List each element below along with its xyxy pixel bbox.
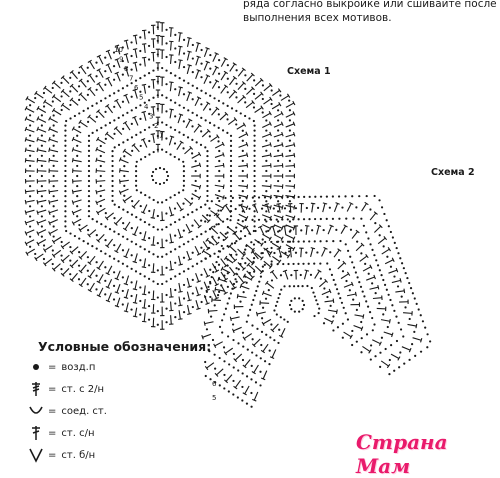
legend-equals: = (48, 406, 56, 417)
treble-crochet-icon (28, 425, 44, 441)
instruction-line-1: ряда согласно выкройке или сшивайте после (243, 0, 498, 11)
legend-label: ст. с 2/н (61, 384, 104, 395)
chain-stitch-dot-icon (28, 359, 44, 375)
legend-item (28, 378, 211, 400)
legend-equals: = (48, 428, 56, 439)
slip-stitch-arc-icon (28, 403, 44, 419)
row-number-label: 4 (144, 103, 149, 111)
legend-title: Условные обозначения: (38, 339, 211, 354)
legend-item (28, 400, 211, 422)
row-number-label: 1 (159, 132, 163, 140)
single-crochet-v-icon (28, 447, 44, 463)
legend-label: соед. ст. (61, 406, 107, 417)
legend-label: возд.п (61, 362, 95, 373)
row-number-label: 6 (212, 380, 217, 388)
legend-item (28, 422, 211, 444)
legend-equals: = (48, 362, 56, 373)
row-number-label: 9 (119, 56, 123, 64)
row-number-label: 3 (149, 113, 153, 121)
legend-label: ст. б/н (61, 450, 95, 461)
legend-label: ст. с/н (61, 428, 94, 439)
legend-equals: = (48, 384, 56, 395)
scheme-1-title: Схема 1 (287, 66, 331, 77)
scheme-1-hexagon-chart (25, 22, 295, 329)
legend-equals: = (48, 450, 56, 461)
row-number-label: 10 (114, 46, 123, 54)
legend-item (28, 356, 211, 378)
legend (28, 339, 211, 466)
row-number-label: 2 (154, 122, 158, 130)
row-number-label: 5 (212, 394, 216, 402)
watermark-logo: Страна Мам (356, 430, 500, 478)
row-number-label: 7 (129, 75, 133, 83)
scheme-2-title: Схема 2 (431, 167, 475, 178)
instruction-line-2: выполнения всех мотивов. (243, 11, 498, 25)
row-number-label: 8 (124, 65, 128, 73)
row-number-label: 5 (139, 94, 143, 102)
double-crochet-icon (28, 381, 44, 397)
row-number-label: 6 (134, 84, 139, 92)
